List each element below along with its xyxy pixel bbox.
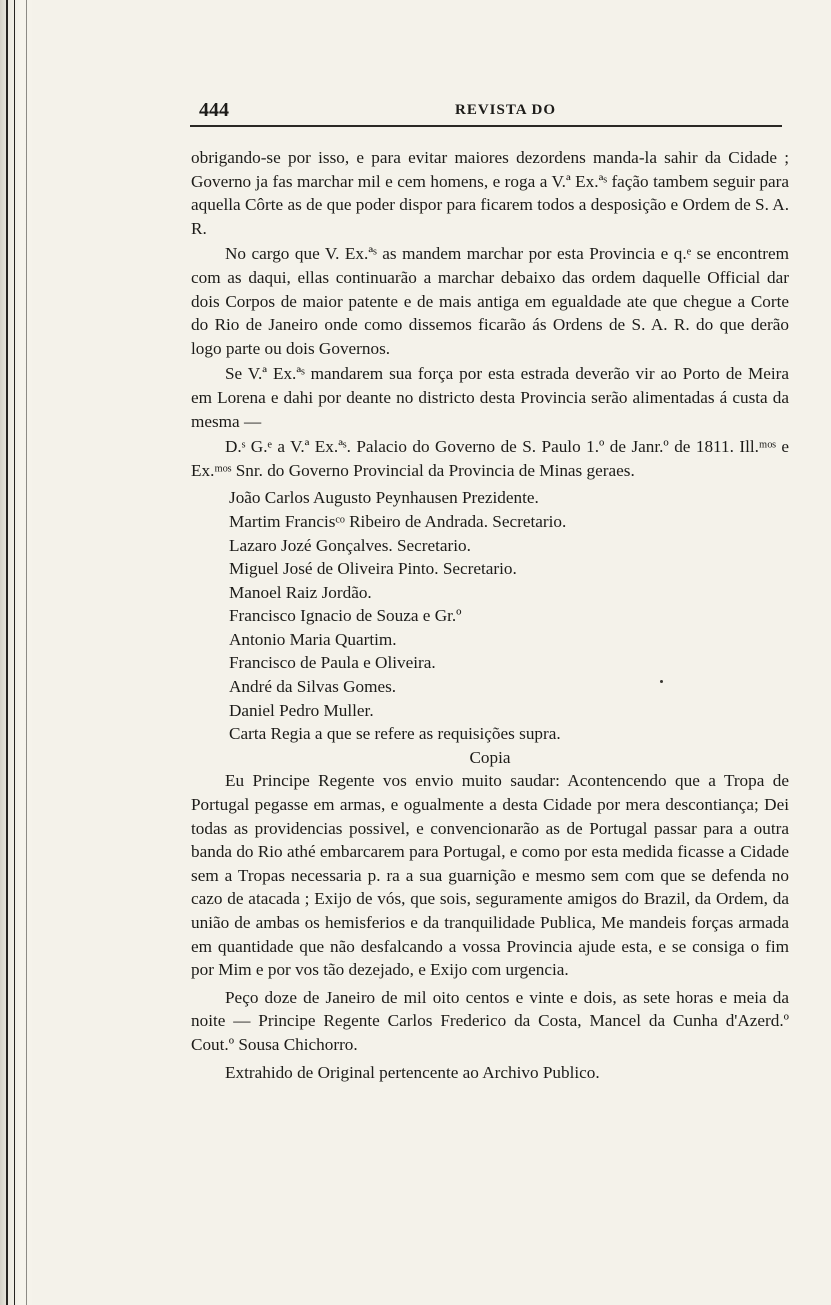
paragraph: No cargo que V. Ex.ªˢ as mandem marchar por esta Provincia e q.ᵉ se encontrem com as daqui, ellas continuarão a marchar debaixo das ordem daquelle Official dar dois Corpos de maior patente e de mais antiga em egualdade ate que chegue a Corte do Rio de Janeiro onde como dissemos ficarão ás Ordens de S. A. R. do que derão logo parte ou dois Governos. (191, 244, 789, 358)
royal-letter-paragraph: Eu Principe Regente vos envio muito saudar: Acontencendo que a Tropa de Portugal pegasse em armas, e ogualmente a desta Cidade por mera descontiança; Dei todas as providencias possivel, e convencionarão as de Portugal passar para a outra banda do Rio athé embarcarem para Portugal, e como por esta medida ficasse a Cidade sem a Tropas necessaria p. ra a sua guarnição e mesmo sem com que se defenda no cazo de atacada ; Exijo de vós, que sois, seguramente amigos do Brazil, da Ordem, da união de ambas os hemisferios e da tranquilidade Publica, Me mandeis forças armada em quantidade que não desfalcando a vossa Provincia ajude esta, e se consiga o fim por Mim e por vos tão dezejado, e Exijo com urgencia. (191, 771, 789, 980)
signatory-line: Francisco Ignacio de Souza e Gr.º (229, 606, 462, 626)
binding-shadow-line (14, 0, 15, 1305)
signatory-line: André da Silvas Gomes. (229, 677, 397, 697)
print-speck (660, 680, 663, 683)
section-heading: Copia (469, 747, 511, 767)
signatory-line: João Carlos Augusto Peynhausen Prezidente. (229, 488, 539, 508)
signatory-line: Martim Francisᶜᵒ Ribeiro de Andrada. Secretario. (229, 511, 567, 531)
signatory-line: Lazaro Jozé Gonçalves. Secretario. (229, 535, 471, 555)
page-binding-edge (0, 0, 38, 1305)
archive-note: Extrahido de Original pertencente ao Archivo Publico. (225, 1062, 600, 1082)
running-head: REVISTA DO (455, 102, 556, 118)
royal-letter-closing: Peço doze de Janeiro de mil oito centos e vinte e dois, as sete horas e meia da noite — Principe Regente Carlos Frederico da Costa, Mancel da Cunha d'Azerd.º Cout.º Sousa Chichorro. (191, 987, 789, 1054)
signatory-line: Daniel Pedro Muller. (229, 700, 374, 720)
page-number: 444 (199, 99, 229, 121)
reference-note: Carta Regia a que se refere as requisições supra. (229, 724, 561, 744)
binding-shadow-line (26, 0, 27, 1305)
page-header (195, 99, 785, 127)
page-body (191, 146, 789, 1084)
signatory-line: Francisco de Paula e Oliveira. (229, 653, 436, 673)
paragraph-continuation: obrigando-se por isso, e para evitar maiores dezordens manda-la sahir da Cidade ; Governo ja fas marchar mil e cem homens, e roga a V.ª Ex.ªˢ fação tambem seguir para aquella Côrte as de que poder dispor para ficarem todos a desposição e Ordem de S. A. R. (191, 148, 789, 238)
signatory-line: Manoel Raiz Jordão. (229, 582, 372, 602)
signatory-line: Miguel José de Oliveira Pinto. Secretario. (229, 559, 517, 579)
header-rule (190, 125, 782, 127)
signatory-line: Antonio Maria Quartim. (229, 629, 397, 649)
paragraph: Se V.ª Ex.ªˢ mandarem sua força por esta estrada deverão vir ao Porto de Meira em Lorena e dahi por deante no districto desta Provincia serão alimentadas á custa da mesma — (191, 364, 789, 431)
binding-shadow-line (6, 0, 8, 1305)
signatory-list (191, 486, 789, 746)
dateline-paragraph: D.ˢ G.ᵉ a V.ª Ex.ªˢ. Palacio do Governo de S. Paulo 1.º de Janr.º de 1811. Ill.ᵐᵒˢ e Ex.ᵐᵒˢ Snr. do Governo Provincial da Provincia de Minas geraes. (191, 437, 789, 480)
